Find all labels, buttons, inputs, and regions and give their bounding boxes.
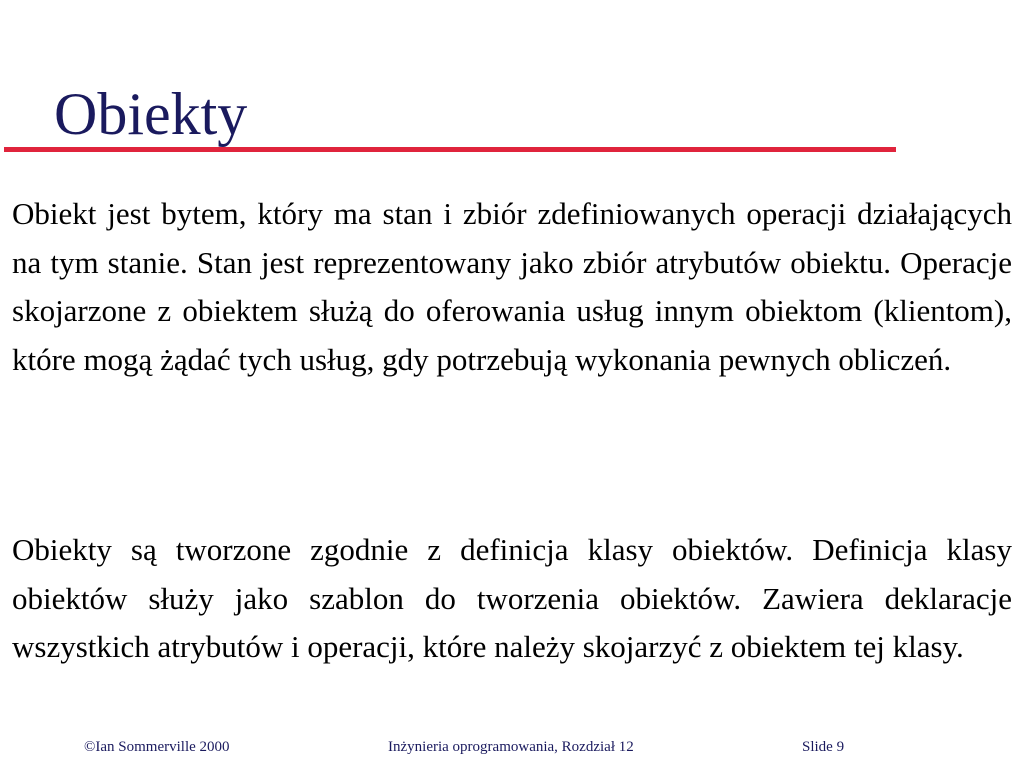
slide-title: Obiekty [54,81,248,147]
body-paragraph-2: Obiekty są tworzone zgodnie z definicja klasy obiektów. Definicja klasy obiektów służy jako szablon do tworzenia obiektów. Zawiera deklaracje wszystkich atrybutów i operacji, które należy skojarzyć z obiektem tej klasy. [12,532,1012,664]
footer-slide-number: Slide 9 [802,739,845,755]
footer-course-title: Inżynieria oprogramowania, Rozdział 12 [388,739,634,755]
slide-footer [0,737,1024,757]
footer-copyright: ©Ian Sommerville 2000 [84,739,230,755]
title-divider [4,147,896,152]
body-paragraph-1: Obiekt jest bytem, który ma stan i zbiór zdefiniowanych operacji działających na tym stanie. Stan jest reprezentowany jako zbiór atrybutów obiektu. Operacje skojarzone z obiektem służą do oferowania usług innym obiektom (klientom), które mogą żądać tych usług, gdy potrzebują wykonania pewnych obliczeń. [12,196,1012,377]
